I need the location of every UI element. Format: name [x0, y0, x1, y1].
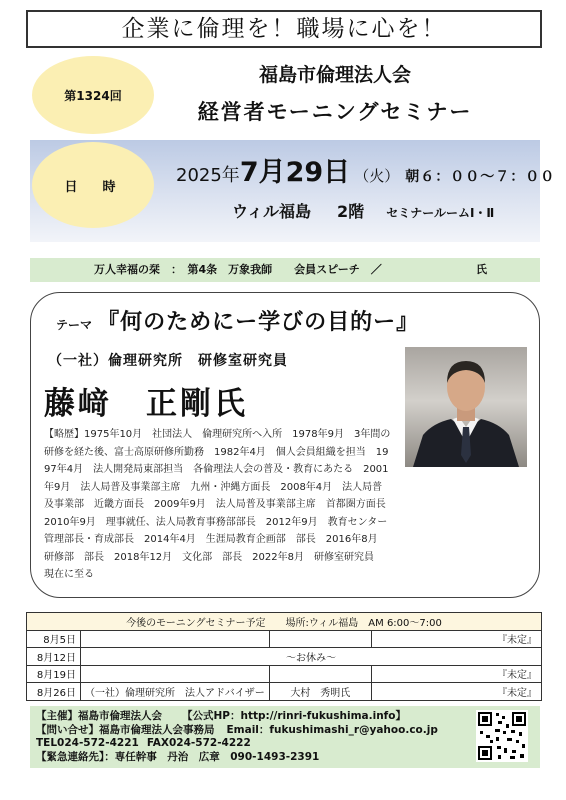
org-name: 福島市倫理法人会 [258, 64, 411, 86]
theme-label: テーマ [56, 318, 93, 332]
table-row [27, 665, 542, 683]
contact-footer [30, 706, 540, 768]
schedule-affiliation [81, 665, 270, 683]
event-time: 朝６：００～７：００ [405, 169, 556, 185]
speaker-name: 藤﨑 正剛氏 [44, 386, 248, 422]
slogan-banner: 企業に倫理を！職場に心を！ [26, 10, 542, 48]
schedule-header-row [27, 613, 542, 631]
speaker-bio: 【略歴】1975年10月 社団法人 倫理研究所へ入所 1978年9月 3年間の研修を経た後、富士高原研修所勤務 1982年4月 個人会員組織を担当 1997年4月 法人開発局東部担当 各倫理法人会の普及・教育にあたる 2001年9月 法人局普及事業部主席 九州・沖縄方面長 2008年4月 法人局普及事業部 近畿方面長 2009年9月 法人局普及事業部主席 首都圏方面長 2010年9月 理事就任、法人局教育事務部部長 2012年9月 教育センター管理部長・育成部長 2014年4月 生涯局教育企画部 部長 2016年8月 研修部 部長 2018年12月 文化部 部長 2022年8月 研修室研究員 現在に至る [44, 429, 396, 580]
session-number-badge [32, 56, 154, 134]
schedule-header: 今後のモーニングセミナー予定 場所:ウィル福島 AM 6:00～7:00 [27, 613, 542, 631]
date-label: 日 時 [64, 179, 122, 195]
schedule-theme: 『未定』 [371, 683, 541, 701]
date-badge [32, 142, 154, 228]
event-month-day: 7月29日 [239, 157, 351, 188]
schedule-speaker: 大村 秀明氏 [269, 683, 371, 701]
schedule-affiliation: （一社）倫理研究所 法人アドバイザー [81, 683, 270, 701]
speaker-affiliation: （一社）倫理研究所 研修室研究員 [48, 353, 288, 369]
schedule-date: 8月19日 [27, 665, 81, 683]
speaker-portrait-icon [405, 347, 527, 467]
schedule-theme: 『未定』 [371, 630, 541, 648]
qr-code-icon [476, 710, 528, 762]
member-speech-bar [30, 258, 540, 282]
venue-name: ウィル福島 [232, 202, 312, 221]
member-speech-suffix: 氏 [476, 263, 487, 276]
event-year: 2025年 [176, 165, 240, 186]
footer-emergency: 【緊急連絡先】：専任幹事 丹治 広章 090-1493-2391 [36, 750, 320, 763]
qr-code[interactable] [476, 710, 528, 762]
member-speech-text: 万人幸福の栞 ： 第4条 万象我師 会員スピーチ ／ [94, 263, 382, 276]
schedule-table [26, 612, 542, 701]
schedule-date: 8月26日 [27, 683, 81, 701]
speaker-photo [405, 347, 527, 467]
footer-homepage[interactable]: 【公式HP：http://rinri-fukushima.info】 [182, 710, 406, 722]
footer-host: 【主催】福島市倫理法人会 [36, 710, 162, 722]
schedule-theme: 『未定』 [371, 665, 541, 683]
schedule-affiliation [81, 630, 270, 648]
theme-line [56, 305, 419, 336]
footer-contact: 【問い合せ】福島市倫理法人会事務局 [36, 723, 215, 736]
venue-room: セミナールームⅠ・Ⅱ [386, 206, 495, 220]
footer-email[interactable]: Email：fukushimashi_r@yahoo.co.jp [226, 723, 438, 736]
schedule-date: 8月12日 [27, 648, 81, 666]
table-row [27, 630, 542, 648]
session-number: 第1324回 [64, 88, 122, 103]
venue-floor: 2階 [337, 202, 365, 221]
seminar-name: 経営者モーニングセミナー [197, 100, 473, 124]
footer-tel: TEL024-572-4221 [36, 737, 139, 749]
event-weekday: （火） [354, 167, 400, 185]
schedule-speaker [269, 665, 371, 683]
schedule-note: ～お休み～ [81, 648, 542, 666]
footer-fax: FAX024-572-4222 [146, 737, 251, 749]
schedule-speaker [269, 630, 371, 648]
schedule-date: 8月5日 [27, 630, 81, 648]
table-row [27, 683, 542, 701]
table-row [27, 648, 542, 666]
event-venue [232, 199, 494, 222]
event-date [176, 150, 555, 189]
theme-title: 『何のためにー学びの目的ー』 [97, 310, 420, 335]
